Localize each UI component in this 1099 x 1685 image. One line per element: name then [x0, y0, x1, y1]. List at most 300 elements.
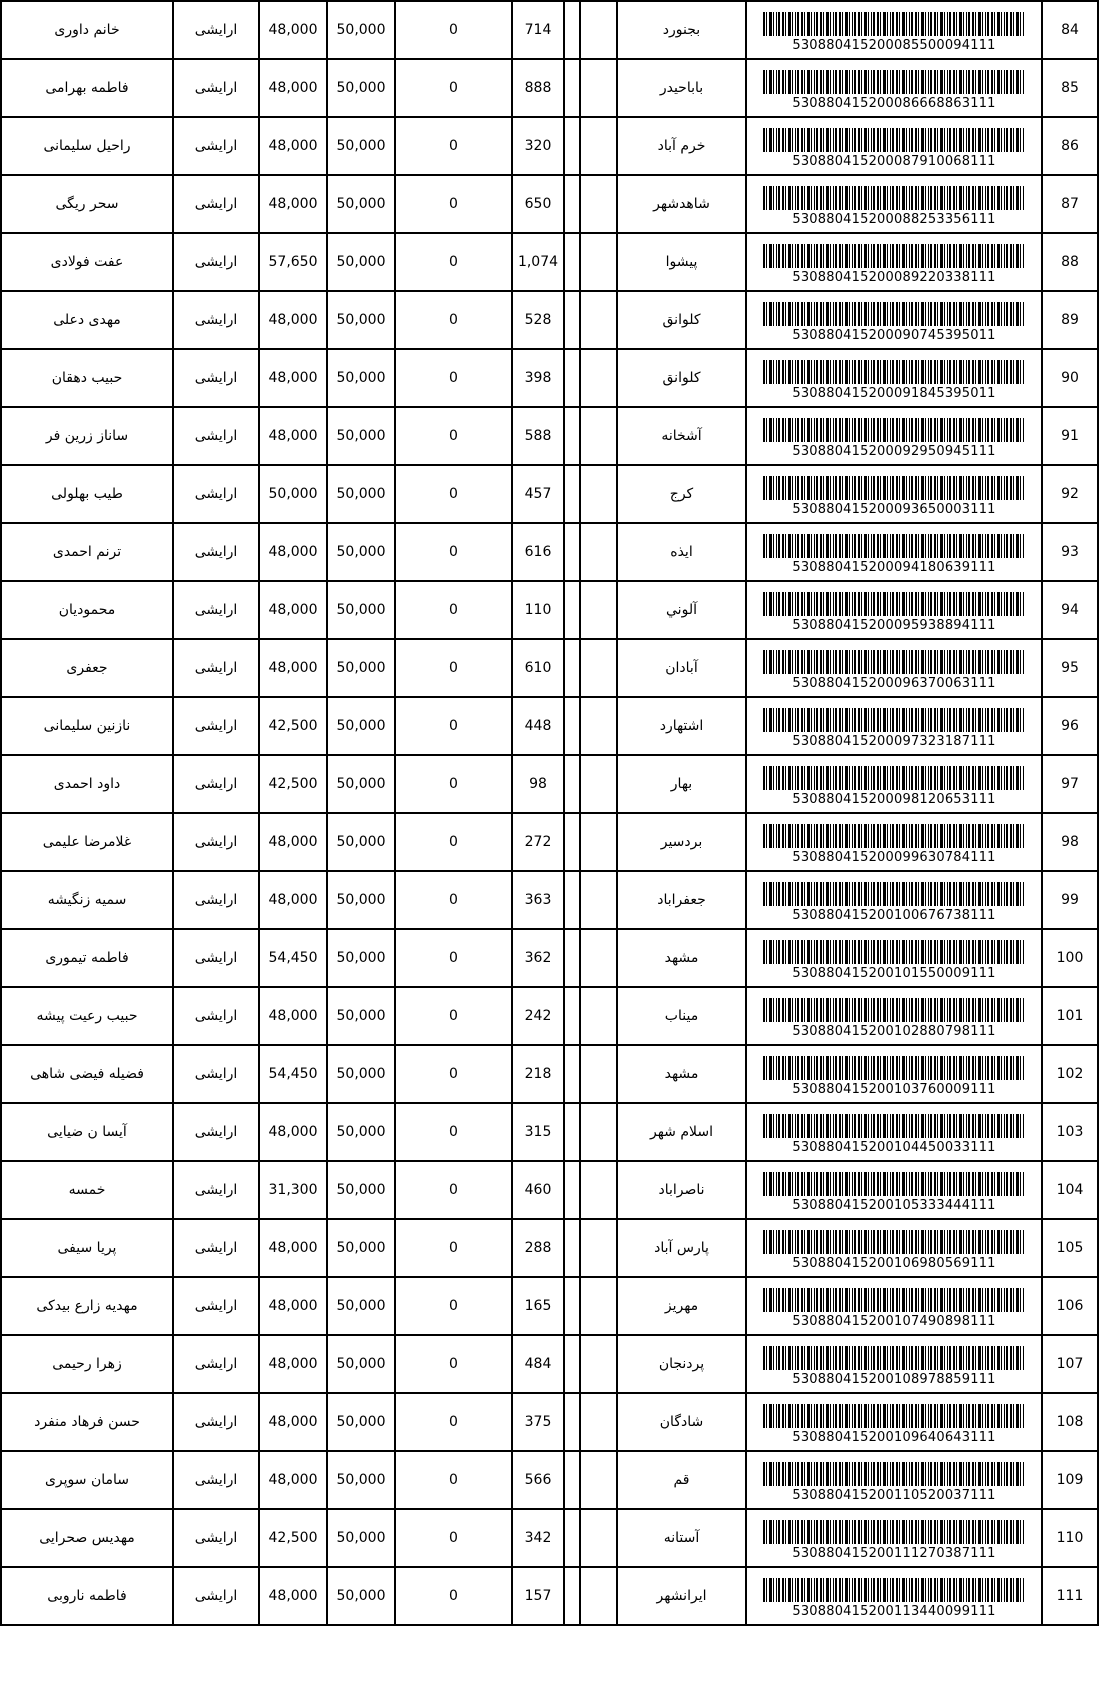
barcode-cell	[746, 1451, 1042, 1509]
city-cell: بردسیر	[617, 813, 746, 871]
barcode-image	[763, 708, 1025, 732]
category-cell: ارایشی	[173, 407, 259, 465]
table-row	[1, 1277, 1098, 1335]
barcode-number: 530880415200097323187111	[792, 733, 996, 749]
barcode-number: 530880415200090745395011	[792, 327, 996, 343]
barcode-image	[763, 244, 1025, 268]
quantity-cell: 616	[512, 523, 564, 581]
category-cell: ارایشی	[173, 1509, 259, 1567]
row-number-cell: 93	[1042, 523, 1098, 581]
empty-cell	[580, 639, 617, 697]
quantity-cell: 242	[512, 987, 564, 1045]
price-cell: 42,500	[259, 1509, 327, 1567]
list-price-cell: 50,000	[327, 929, 395, 987]
zero-cell: 0	[395, 987, 512, 1045]
customer-name-cell: طیب بهلولی	[1, 465, 173, 523]
barcode-image	[763, 882, 1025, 906]
category-cell: ارایشی	[173, 1219, 259, 1277]
category-cell: ارایشی	[173, 697, 259, 755]
list-price-cell: 50,000	[327, 465, 395, 523]
table-row	[1, 755, 1098, 813]
table-row	[1, 697, 1098, 755]
table-row	[1, 59, 1098, 117]
barcode-cell	[746, 349, 1042, 407]
empty-cell	[580, 813, 617, 871]
city-cell: ایرانشهر	[617, 1567, 746, 1625]
row-number-cell: 91	[1042, 407, 1098, 465]
empty-cell	[580, 987, 617, 1045]
barcode-cell	[746, 1, 1042, 59]
empty-cell	[580, 1103, 617, 1161]
empty-cell	[580, 59, 617, 117]
category-cell: ارایشی	[173, 929, 259, 987]
barcode-number: 530880415200094180639111	[792, 559, 996, 575]
city-cell: جعفراباد	[617, 871, 746, 929]
barcode-image	[763, 1056, 1025, 1080]
category-cell: ارایشی	[173, 755, 259, 813]
quantity-cell: 588	[512, 407, 564, 465]
price-cell: 48,000	[259, 1219, 327, 1277]
table-row	[1, 465, 1098, 523]
customer-name-cell: نازنین سلیمانی	[1, 697, 173, 755]
row-number-cell: 110	[1042, 1509, 1098, 1567]
customer-name-cell: حسن فرهاد منفرد	[1, 1393, 173, 1451]
barcode-number: 530880415200111270387111	[792, 1545, 996, 1561]
price-cell: 42,500	[259, 697, 327, 755]
category-cell: ارایشی	[173, 117, 259, 175]
quantity-cell: 484	[512, 1335, 564, 1393]
zero-cell: 0	[395, 233, 512, 291]
table-row	[1, 581, 1098, 639]
customer-name-cell: زهرا رحیمی	[1, 1335, 173, 1393]
zero-cell: 0	[395, 175, 512, 233]
category-cell: ارایشی	[173, 871, 259, 929]
empty-cell	[564, 639, 580, 697]
zero-cell: 0	[395, 1161, 512, 1219]
table-row	[1, 117, 1098, 175]
table-row	[1, 1451, 1098, 1509]
barcode-number: 530880415200102880798111	[792, 1023, 996, 1039]
barcode-image	[763, 418, 1025, 442]
list-price-cell: 50,000	[327, 1567, 395, 1625]
row-number-cell: 98	[1042, 813, 1098, 871]
barcode-cell	[746, 697, 1042, 755]
row-number-cell: 89	[1042, 291, 1098, 349]
list-price-cell: 50,000	[327, 1509, 395, 1567]
empty-cell	[564, 349, 580, 407]
row-number-cell: 109	[1042, 1451, 1098, 1509]
empty-cell	[580, 1509, 617, 1567]
quantity-cell: 320	[512, 117, 564, 175]
barcode-image	[763, 534, 1025, 558]
quantity-cell: 315	[512, 1103, 564, 1161]
zero-cell: 0	[395, 1045, 512, 1103]
row-number-cell: 104	[1042, 1161, 1098, 1219]
empty-cell	[564, 581, 580, 639]
barcode-cell	[746, 291, 1042, 349]
zero-cell: 0	[395, 929, 512, 987]
price-cell: 48,000	[259, 523, 327, 581]
row-number-cell: 88	[1042, 233, 1098, 291]
row-number-cell: 111	[1042, 1567, 1098, 1625]
customer-name-cell: محمودیان	[1, 581, 173, 639]
barcode-image	[763, 70, 1025, 94]
barcode-number: 530880415200086668863111	[792, 95, 996, 111]
barcode-image	[763, 1114, 1025, 1138]
city-cell: خرم آباد	[617, 117, 746, 175]
city-cell: آلوني	[617, 581, 746, 639]
city-cell: ایذه	[617, 523, 746, 581]
zero-cell: 0	[395, 1219, 512, 1277]
list-price-cell: 50,000	[327, 1393, 395, 1451]
customer-name-cell: سحر ریگی	[1, 175, 173, 233]
empty-cell	[564, 929, 580, 987]
barcode-image	[763, 1172, 1025, 1196]
category-cell: ارایشی	[173, 581, 259, 639]
zero-cell: 0	[395, 697, 512, 755]
customer-name-cell: مهدی دعلی	[1, 291, 173, 349]
price-cell: 48,000	[259, 175, 327, 233]
city-cell: بهار	[617, 755, 746, 813]
empty-cell	[580, 929, 617, 987]
list-price-cell: 50,000	[327, 697, 395, 755]
barcode-image	[763, 1288, 1025, 1312]
empty-cell	[580, 1567, 617, 1625]
price-cell: 48,000	[259, 581, 327, 639]
customer-name-cell: مهدیه زارع بیدکی	[1, 1277, 173, 1335]
list-price-cell: 50,000	[327, 1451, 395, 1509]
customer-name-cell: ساناز زرین فر	[1, 407, 173, 465]
empty-cell	[564, 1, 580, 59]
list-price-cell: 50,000	[327, 813, 395, 871]
barcode-image	[763, 1346, 1025, 1370]
price-cell: 48,000	[259, 59, 327, 117]
quantity-cell: 460	[512, 1161, 564, 1219]
city-cell: ناصراباد	[617, 1161, 746, 1219]
barcode-number: 530880415200103760009111	[792, 1081, 996, 1097]
quantity-cell: 457	[512, 465, 564, 523]
city-cell: قم	[617, 1451, 746, 1509]
barcode-number: 530880415200095938894111	[792, 617, 996, 633]
barcode-number: 530880415200104450033111	[792, 1139, 996, 1155]
barcode-number: 530880415200100676738111	[792, 907, 996, 923]
price-cell: 50,000	[259, 465, 327, 523]
zero-cell: 0	[395, 349, 512, 407]
barcode-number: 530880415200109640643111	[792, 1429, 996, 1445]
category-cell: ارایشی	[173, 59, 259, 117]
list-price-cell: 50,000	[327, 1045, 395, 1103]
list-price-cell: 50,000	[327, 1161, 395, 1219]
quantity-cell: 448	[512, 697, 564, 755]
empty-cell	[564, 1219, 580, 1277]
table-row	[1, 1567, 1098, 1625]
row-number-cell: 102	[1042, 1045, 1098, 1103]
category-cell: ارایشی	[173, 987, 259, 1045]
list-price-cell: 50,000	[327, 987, 395, 1045]
customer-name-cell: فاطمه بهرامی	[1, 59, 173, 117]
row-number-cell: 106	[1042, 1277, 1098, 1335]
table-row	[1, 639, 1098, 697]
empty-cell	[564, 1161, 580, 1219]
list-price-cell: 50,000	[327, 1, 395, 59]
barcode-cell	[746, 1103, 1042, 1161]
customer-name-cell: فضیله فیضی شاهی	[1, 1045, 173, 1103]
category-cell: ارایشی	[173, 175, 259, 233]
row-number-cell: 90	[1042, 349, 1098, 407]
category-cell: ارایشی	[173, 523, 259, 581]
price-cell: 48,000	[259, 1103, 327, 1161]
list-price-cell: 50,000	[327, 755, 395, 813]
empty-cell	[564, 1451, 580, 1509]
barcode-number: 530880415200093650003111	[792, 501, 996, 517]
empty-cell	[580, 523, 617, 581]
empty-cell	[580, 1335, 617, 1393]
row-number-cell: 92	[1042, 465, 1098, 523]
barcode-number: 530880415200089220338111	[792, 269, 996, 285]
category-cell: ارایشی	[173, 1103, 259, 1161]
zero-cell: 0	[395, 1335, 512, 1393]
zero-cell: 0	[395, 407, 512, 465]
empty-cell	[580, 1, 617, 59]
price-cell: 48,000	[259, 1451, 327, 1509]
zero-cell: 0	[395, 1509, 512, 1567]
empty-cell	[564, 1509, 580, 1567]
list-price-cell: 50,000	[327, 1103, 395, 1161]
quantity-cell: 165	[512, 1277, 564, 1335]
barcode-image	[763, 1404, 1025, 1428]
category-cell: ارایشی	[173, 813, 259, 871]
quantity-cell: 714	[512, 1, 564, 59]
customer-name-cell: داود احمدی	[1, 755, 173, 813]
category-cell: ارایشی	[173, 1335, 259, 1393]
customer-name-cell: پریا سیفی	[1, 1219, 173, 1277]
empty-cell	[564, 987, 580, 1045]
barcode-cell	[746, 1161, 1042, 1219]
table-row	[1, 291, 1098, 349]
empty-cell	[564, 407, 580, 465]
category-cell: ارایشی	[173, 349, 259, 407]
city-cell: باباحیدر	[617, 59, 746, 117]
quantity-cell: 375	[512, 1393, 564, 1451]
row-number-cell: 107	[1042, 1335, 1098, 1393]
barcode-cell	[746, 1277, 1042, 1335]
barcode-image	[763, 1578, 1025, 1602]
barcode-cell	[746, 117, 1042, 175]
empty-cell	[564, 871, 580, 929]
barcode-number: 530880415200091845395011	[792, 385, 996, 401]
zero-cell: 0	[395, 117, 512, 175]
row-number-cell: 85	[1042, 59, 1098, 117]
city-cell: اشتهارد	[617, 697, 746, 755]
empty-cell	[564, 1277, 580, 1335]
customer-name-cell: خمسه	[1, 1161, 173, 1219]
barcode-number: 530880415200099630784111	[792, 849, 996, 865]
zero-cell: 0	[395, 291, 512, 349]
list-price-cell: 50,000	[327, 407, 395, 465]
list-price-cell: 50,000	[327, 175, 395, 233]
table-row	[1, 813, 1098, 871]
price-cell: 54,450	[259, 929, 327, 987]
empty-cell	[564, 755, 580, 813]
empty-cell	[580, 1219, 617, 1277]
empty-cell	[564, 1335, 580, 1393]
list-price-cell: 50,000	[327, 59, 395, 117]
city-cell: کلوانق	[617, 291, 746, 349]
empty-cell	[580, 755, 617, 813]
quantity-cell: 98	[512, 755, 564, 813]
customer-name-cell: فاطمه تیموری	[1, 929, 173, 987]
barcode-image	[763, 940, 1025, 964]
barcode-image	[763, 12, 1025, 36]
row-number-cell: 101	[1042, 987, 1098, 1045]
quantity-cell: 157	[512, 1567, 564, 1625]
quantity-cell: 528	[512, 291, 564, 349]
list-price-cell: 50,000	[327, 1277, 395, 1335]
empty-cell	[564, 813, 580, 871]
empty-cell	[580, 117, 617, 175]
table-row	[1, 871, 1098, 929]
quantity-cell: 650	[512, 175, 564, 233]
empty-cell	[564, 59, 580, 117]
table-row	[1, 1393, 1098, 1451]
price-cell: 48,000	[259, 813, 327, 871]
zero-cell: 0	[395, 581, 512, 639]
category-cell: ارایشی	[173, 1, 259, 59]
city-cell: میناب	[617, 987, 746, 1045]
empty-cell	[580, 871, 617, 929]
barcode-cell	[746, 1219, 1042, 1277]
empty-cell	[564, 1567, 580, 1625]
barcode-cell	[746, 175, 1042, 233]
category-cell: ارایشی	[173, 291, 259, 349]
barcode-image	[763, 302, 1025, 326]
barcode-cell	[746, 581, 1042, 639]
empty-cell	[564, 523, 580, 581]
empty-cell	[580, 465, 617, 523]
zero-cell: 0	[395, 813, 512, 871]
city-cell: کلوانق	[617, 349, 746, 407]
empty-cell	[580, 1045, 617, 1103]
zero-cell: 0	[395, 523, 512, 581]
empty-cell	[580, 1161, 617, 1219]
barcode-cell	[746, 1335, 1042, 1393]
price-cell: 31,300	[259, 1161, 327, 1219]
list-price-cell: 50,000	[327, 639, 395, 697]
barcode-number: 530880415200106980569111	[792, 1255, 996, 1271]
table-row	[1, 1335, 1098, 1393]
barcode-image	[763, 476, 1025, 500]
barcode-number: 530880415200085500094111	[792, 37, 996, 53]
barcode-cell	[746, 523, 1042, 581]
quantity-cell: 288	[512, 1219, 564, 1277]
zero-cell: 0	[395, 1393, 512, 1451]
price-cell: 48,000	[259, 349, 327, 407]
table-row	[1, 1161, 1098, 1219]
barcode-image	[763, 1230, 1025, 1254]
barcode-number: 530880415200113440099111	[792, 1603, 996, 1619]
barcode-number: 530880415200088253356111	[792, 211, 996, 227]
quantity-cell: 610	[512, 639, 564, 697]
empty-cell	[580, 175, 617, 233]
price-cell: 48,000	[259, 1567, 327, 1625]
empty-cell	[564, 291, 580, 349]
row-number-cell: 99	[1042, 871, 1098, 929]
row-number-cell: 84	[1042, 1, 1098, 59]
price-cell: 48,000	[259, 1, 327, 59]
empty-cell	[580, 1393, 617, 1451]
barcode-image	[763, 360, 1025, 384]
quantity-cell: 218	[512, 1045, 564, 1103]
list-price-cell: 50,000	[327, 581, 395, 639]
city-cell: اسلام شهر	[617, 1103, 746, 1161]
customer-name-cell: خانم داوری	[1, 1, 173, 59]
row-number-cell: 105	[1042, 1219, 1098, 1277]
price-cell: 48,000	[259, 1393, 327, 1451]
empty-cell	[564, 697, 580, 755]
list-price-cell: 50,000	[327, 523, 395, 581]
category-cell: ارایشی	[173, 1451, 259, 1509]
city-cell: کرج	[617, 465, 746, 523]
barcode-number: 530880415200105333444111	[792, 1197, 996, 1213]
barcode-number: 530880415200108978859111	[792, 1371, 996, 1387]
barcode-cell	[746, 639, 1042, 697]
empty-cell	[580, 233, 617, 291]
zero-cell: 0	[395, 1, 512, 59]
barcode-image	[763, 766, 1025, 790]
empty-cell	[564, 233, 580, 291]
customer-name-cell: سمیه زنگیشه	[1, 871, 173, 929]
zero-cell: 0	[395, 1277, 512, 1335]
quantity-cell: 110	[512, 581, 564, 639]
table-row	[1, 407, 1098, 465]
list-price-cell: 50,000	[327, 349, 395, 407]
zero-cell: 0	[395, 1451, 512, 1509]
empty-cell	[580, 697, 617, 755]
city-cell: شاهدشهر	[617, 175, 746, 233]
barcode-cell	[746, 233, 1042, 291]
customer-name-cell: حبیب رعیت پیشه	[1, 987, 173, 1045]
list-price-cell: 50,000	[327, 117, 395, 175]
barcode-cell	[746, 1045, 1042, 1103]
row-number-cell: 94	[1042, 581, 1098, 639]
zero-cell: 0	[395, 1567, 512, 1625]
price-cell: 54,450	[259, 1045, 327, 1103]
empty-cell	[580, 1277, 617, 1335]
city-cell: مشهد	[617, 929, 746, 987]
table-row	[1, 523, 1098, 581]
barcode-number: 530880415200107490898111	[792, 1313, 996, 1329]
row-number-cell: 96	[1042, 697, 1098, 755]
customer-name-cell: سامان سوپری	[1, 1451, 173, 1509]
barcode-cell	[746, 871, 1042, 929]
city-cell: پردنجان	[617, 1335, 746, 1393]
table-row	[1, 929, 1098, 987]
empty-cell	[564, 1103, 580, 1161]
row-number-cell: 103	[1042, 1103, 1098, 1161]
zero-cell: 0	[395, 639, 512, 697]
empty-cell	[564, 465, 580, 523]
list-price-cell: 50,000	[327, 1219, 395, 1277]
customer-name-cell: ترنم احمدی	[1, 523, 173, 581]
customer-name-cell: مهدیس صحرایی	[1, 1509, 173, 1567]
quantity-cell: 342	[512, 1509, 564, 1567]
table-row	[1, 233, 1098, 291]
barcode-cell	[746, 1393, 1042, 1451]
customer-name-cell: آیسا ن ضیایی	[1, 1103, 173, 1161]
price-cell: 48,000	[259, 407, 327, 465]
barcode-image	[763, 824, 1025, 848]
category-cell: ارایشی	[173, 1393, 259, 1451]
